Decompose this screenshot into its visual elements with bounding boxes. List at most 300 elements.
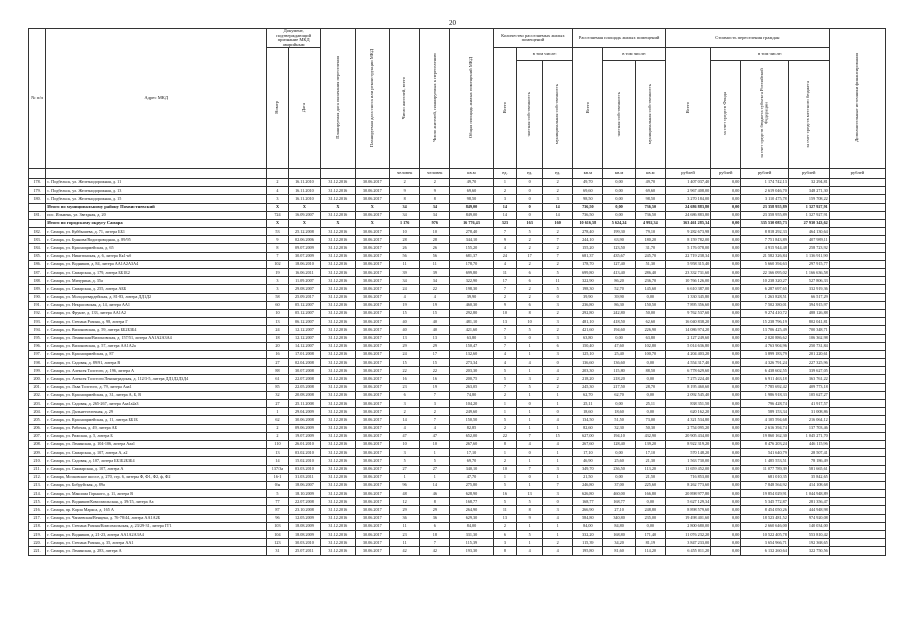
doc-number-cell: 5 (267, 490, 289, 498)
planned-cell: 34 (420, 211, 450, 219)
cost-total-cell: 22 719 238,34 (665, 252, 710, 260)
address-cell: г. Самара, ул. Водников/Комсомольская, д. 39/15, литера Аа (46, 498, 267, 506)
area-private-cell: 5 624,24 (603, 219, 635, 227)
extra-cell (829, 293, 885, 301)
doc-number-cell: X (267, 219, 289, 227)
resettled-area-cell: 699,80 (573, 269, 603, 277)
address-cell: г. Самара, ул. Льва Толстого, д. 79, литера Ааа1 (46, 383, 267, 391)
doc-date-cell: 02.06.2006 (288, 236, 320, 244)
residents-cell: 40 (390, 318, 420, 326)
area-municipal-cell: 145,60 (635, 285, 665, 293)
area-private-cell: 413,40 (603, 269, 635, 277)
rooms-municipal-cell: 3 (543, 301, 573, 309)
rooms-municipal-cell: 3 (543, 318, 573, 326)
area-cell: 629,30 (450, 514, 493, 522)
rooms-private-cell: 7 (517, 432, 543, 440)
end-date-cell: 31.12.2016 (321, 547, 355, 555)
cost-local-cell: 348 271,30 (788, 187, 829, 195)
planned-cell: 22 (420, 285, 450, 293)
area-municipal-cell: 63,80 (635, 334, 665, 342)
address-cell: г. Самара, ул. Водников, д. 21-23, литера АА1А2А3А4 (46, 531, 267, 539)
rooms-cell: 7 (493, 342, 517, 350)
header-cost-fund: за счет средств Фонда (711, 61, 741, 169)
extra-cell (829, 416, 885, 424)
area-cell: 63,80 (450, 334, 493, 342)
area-private-cell: 25,60 (603, 457, 635, 465)
end-date-cell: 31.12.2016 (321, 277, 355, 285)
cost-subject-cell: 3 899 183,79 (741, 350, 788, 358)
residents-cell: 10 (390, 228, 420, 236)
rooms-municipal-cell: 1 (543, 473, 573, 481)
area-private-cell: 86,20 (603, 277, 635, 285)
address-cell: г. Самара, ул. Степана Разина, д. 98, литера Г (46, 318, 267, 326)
planned-cell: 10 (420, 228, 450, 236)
doc-date-cell: 16.11.2010 (288, 195, 320, 203)
end-date-cell: 31.12.2016 (321, 350, 355, 358)
area-cell: 104,20 (450, 400, 493, 408)
cost-local-cell: 974 920,08 (788, 514, 829, 522)
area-municipal-cell: 166,80 (635, 490, 665, 498)
rooms-municipal-cell: 3 (543, 490, 573, 498)
address-cell: г. Самара, ул. Красноармейская, д. 65 (46, 244, 267, 252)
address-cell: г. Самара, Московское шоссе, д. 270, стр. 6, литеры Ф, Ф1, Ф2, ф, Ф2 (46, 473, 267, 481)
cost-subject-cell: 2 616 394,74 (741, 424, 788, 432)
rooms-municipal-cell: 2 (543, 326, 573, 334)
header-residents-planned: Число жителей, планируемых к переселению (420, 29, 450, 169)
rooms-cell: 3 (493, 334, 517, 342)
unit-cell: кв.м (635, 168, 665, 178)
area-private-cell: 0,00 (603, 187, 635, 195)
planned-cell: 19 (420, 383, 450, 391)
end-date-cell: 31.12.2016 (321, 187, 355, 195)
doc-number-cell: 2 (267, 432, 289, 440)
cost-subject-cell: 4 326 791,24 (741, 359, 788, 367)
rooms-cell: 3 (493, 539, 517, 547)
area-private-cell: 52,70 (603, 285, 635, 293)
extra-cell (829, 506, 885, 514)
unit-cell: рублей (788, 168, 829, 178)
row-number: 188. (29, 277, 46, 285)
resettled-area-cell: 421,60 (573, 326, 603, 334)
extra-cell (829, 531, 885, 539)
area-municipal-cell: 225,60 (635, 481, 665, 489)
doc-number-cell: 724 (267, 211, 289, 219)
area-municipal-cell: 139,20 (635, 440, 665, 448)
residents-cell: 5 (390, 457, 420, 465)
cost-subject-cell: 10 522 405,78 (741, 531, 788, 539)
row-number: 186. (29, 260, 46, 268)
area-municipal-cell: 25,11 (635, 400, 665, 408)
area-private-cell: 194,60 (603, 326, 635, 334)
resettled-area-cell: 25,11 (573, 400, 603, 408)
end-date-cell: 31.12.2016 (321, 514, 355, 522)
cost-subject-cell: 4 915 944,48 (741, 244, 788, 252)
resettled-area-cell: 322,90 (573, 277, 603, 285)
rooms-cell: 16 (493, 490, 517, 498)
cost-local-cell: 105 627,27 (788, 391, 829, 399)
area-private-cell: 0,00 (603, 400, 635, 408)
resettled-area-cell: 136,60 (573, 359, 603, 367)
rooms-municipal-cell: 3 (543, 350, 573, 358)
cost-fund-cell: 0,00 (711, 531, 741, 539)
rooms-municipal-cell: 4 (543, 367, 573, 375)
rooms-municipal-cell: 11 (543, 277, 573, 285)
doc-date-cell: 26.01.2010 (288, 440, 320, 448)
cost-total-cell: 5 627 129,34 (665, 498, 710, 506)
resettled-area-cell: 115,39 (573, 539, 603, 547)
address-cell: г. Самара, ул. Фрунзе, д. 133, литера АА1А2 (46, 309, 267, 317)
demolition-date-cell: 30.06.2017 (355, 301, 389, 309)
rooms-private-cell: 5 (517, 531, 543, 539)
address-cell: Итого по муниципальному району Похвистневский (46, 203, 267, 211)
extra-cell (829, 219, 885, 227)
row-number: 208. (29, 440, 46, 448)
row-number: 180. (29, 195, 46, 203)
extra-cell (829, 342, 885, 350)
table-row (29, 473, 886, 481)
cost-total-cell: 6 778 629,60 (665, 367, 710, 375)
unit-cell: человек (420, 168, 450, 178)
rooms-cell: 4 (493, 260, 517, 268)
header-total-area: Общая площадь жилых помещений МКД (450, 29, 493, 169)
residents-cell: 16 (390, 375, 420, 383)
rooms-private-cell: 17 (517, 252, 543, 260)
doc-number-cell: 104 (267, 531, 289, 539)
header-count-rooms: Количество расселяемых жилых помещений (493, 29, 573, 48)
extra-cell (829, 490, 885, 498)
area-private-cell: 47,60 (603, 342, 635, 350)
cost-local-cell: 1 044 948,89 (788, 490, 829, 498)
table-row (29, 228, 886, 236)
row-number: 195. (29, 334, 46, 342)
table-row (29, 293, 886, 301)
planned-cell: 1 (420, 473, 450, 481)
header-area-total: Всего (573, 48, 603, 169)
doc-date-cell: 30.07.2008 (288, 367, 320, 375)
doc-number-cell: 27 (267, 359, 289, 367)
planned-cell: 14 (420, 481, 450, 489)
cost-fund-cell: 0,00 (711, 449, 741, 457)
cost-subject-cell: 5 345 772,87 (741, 498, 788, 506)
end-date-cell: 31.12.2016 (321, 506, 355, 514)
cost-subject-cell: 7 502 380,01 (741, 301, 788, 309)
table-row (29, 514, 886, 522)
cost-fund-cell: 0,00 (711, 383, 741, 391)
area-municipal-cell: 73,00 (635, 416, 665, 424)
address-cell: г. Самара, ул. Ленинская/Вилоновская, д. 157/51, литера АА1А2А3А4 (46, 334, 267, 342)
cost-fund-cell: 0,00 (711, 481, 741, 489)
cost-subject-cell: 6 911 463,18 (741, 375, 788, 383)
cost-fund-cell: 0,00 (711, 359, 741, 367)
address-cell: г. Самара, ул. Куйбышева, д. 71, литера ББ1 (46, 228, 267, 236)
rooms-cell: 14 (493, 211, 517, 219)
planned-cell: 6 (420, 522, 450, 530)
residents-cell: 24 (390, 350, 420, 358)
extra-cell (829, 236, 885, 244)
cost-fund-cell: 0,00 (711, 400, 741, 408)
planned-cell: 16 (420, 375, 450, 383)
rooms-cell: 10 (493, 465, 517, 473)
cost-local-cell: 700 348,71 (788, 326, 829, 334)
extra-cell (829, 244, 885, 252)
header-cost-local: за счет средств местного бюджета (788, 61, 829, 169)
residents-cell: 28 (390, 236, 420, 244)
rooms-private-cell: 2 (517, 293, 543, 301)
residents-cell: 12 (390, 498, 420, 506)
resettled-area-cell: 125,10 (573, 350, 603, 358)
residents-cell: 36 (390, 514, 420, 522)
demolition-date-cell: 30.06.2017 (355, 383, 389, 391)
resettled-area-cell: 481,10 (573, 318, 603, 326)
end-date-cell: 31.12.2016 (321, 367, 355, 375)
demolition-date-cell: 30.06.2017 (355, 334, 389, 342)
unit-cell: кв.м (603, 168, 635, 178)
end-date-cell: 31.12.2016 (321, 522, 355, 530)
rooms-cell: 7 (493, 285, 517, 293)
area-private-cell: 62,70 (603, 391, 635, 399)
planned-cell: 5 (420, 457, 450, 465)
rooms-cell: 22 (493, 432, 517, 440)
header-doc-date: Дата (288, 48, 320, 169)
area-municipal-cell: 114,20 (635, 547, 665, 555)
cost-total-cell: 4 554 317,40 (665, 359, 710, 367)
rooms-cell: 9 (493, 236, 517, 244)
row-number: 200. (29, 375, 46, 383)
area-private-cell: 25,40 (603, 350, 635, 358)
area-municipal-cell: 0,00 (635, 498, 665, 506)
cost-total-cell: 620 162,20 (665, 408, 710, 416)
row-number (29, 203, 46, 211)
rooms-private-cell: 5 (517, 383, 543, 391)
header-doc-number: Номер (267, 48, 289, 169)
cost-total-cell: 1 563 730,00 (665, 457, 710, 465)
extra-cell (829, 539, 885, 547)
area-municipal-cell: 62,60 (635, 318, 665, 326)
cost-local-cell: 159 708,22 (788, 195, 829, 203)
table-row (29, 490, 886, 498)
rooms-private-cell: 1 (517, 391, 543, 399)
end-date-cell: 31.12.2016 (321, 359, 355, 367)
residents-cell: 22 (390, 367, 420, 375)
extra-cell (829, 301, 885, 309)
area-private-cell: 199,30 (603, 228, 635, 236)
extra-cell (829, 252, 885, 260)
cost-subject-cell: 4 763 904,96 (741, 342, 788, 350)
doc-date-cell: 22.07.2008 (288, 375, 320, 383)
cost-local-cell: 488 126,88 (788, 309, 829, 317)
cost-fund-cell: 0,00 (711, 342, 741, 350)
row-number: 189. (29, 285, 46, 293)
end-date-cell: 31.12.2016 (321, 531, 355, 539)
doc-number-cell: 4 (267, 187, 289, 195)
resettled-area-cell: 244,10 (573, 236, 603, 244)
rooms-private-cell: 2 (517, 285, 543, 293)
rooms-private-cell: 8 (517, 309, 543, 317)
area-private-cell: 242,80 (603, 309, 635, 317)
unit-cell: рублей (711, 168, 741, 178)
planned-cell: 976 (420, 219, 450, 227)
doc-number-cell: 53 (267, 228, 289, 236)
end-date-cell: 31.12.2016 (321, 326, 355, 334)
cost-total-cell: 2 127 249,60 (665, 334, 710, 342)
residents-cell: 56 (390, 252, 420, 260)
cost-subject-cell: 1 174 742,13 (741, 178, 788, 186)
doc-number-cell: 27 (267, 400, 289, 408)
row-number: 201. (29, 383, 46, 391)
rooms-private-cell: 6 (517, 277, 543, 285)
area-private-cell: 86,30 (603, 301, 635, 309)
planned-cell: 29 (420, 506, 450, 514)
header-residents-total: Число жителей, всего (390, 29, 420, 169)
doc-number-cell: 10 (267, 309, 289, 317)
rooms-private-cell: 5 (517, 498, 543, 506)
doc-number-cell: 85 (267, 383, 289, 391)
residents-cell: 48 (390, 490, 420, 498)
subtotal-row (29, 203, 886, 211)
rooms-private-cell: 0 (517, 400, 543, 408)
rooms-private-cell: 5 (517, 228, 543, 236)
doc-date-cell: 16.11.2010 (288, 187, 320, 195)
rooms-private-cell: 0 (517, 211, 543, 219)
cost-local-cell: 553 810,42 (788, 531, 829, 539)
row-number: 194. (29, 326, 46, 334)
end-date-cell: 31.12.2016 (321, 408, 355, 416)
planned-cell: 47 (420, 432, 450, 440)
rooms-municipal-cell: 1 (543, 391, 573, 399)
table-row (29, 187, 886, 195)
cost-total-cell: 3 847 233,00 (665, 539, 710, 547)
demolition-date-cell: 30.06.2017 (355, 490, 389, 498)
area-cell: 150,50 (450, 416, 493, 424)
row-number: 211. (29, 465, 46, 473)
area-municipal-cell: 50,30 (635, 424, 665, 432)
cost-fund-cell: 0,00 (711, 187, 741, 195)
cost-fund-cell: 0,00 (711, 498, 741, 506)
address-cell: г. Самара, ул. Буянова/Водопроводная, д. 89/95 (46, 236, 267, 244)
rooms-private-cell: 0 (517, 449, 543, 457)
area-private-cell: 0,00 (603, 449, 635, 457)
area-private-cell: 39,90 (603, 293, 635, 301)
rooms-cell: 7 (493, 383, 517, 391)
cost-total-cell: 16 040 838,20 (665, 318, 710, 326)
residents-cell: 42 (390, 547, 420, 555)
doc-number-cell: 62 (267, 416, 289, 424)
doc-date-cell: 22.05.2008 (288, 383, 320, 391)
rooms-municipal-cell: 2 (543, 375, 573, 383)
rooms-private-cell: 6 (517, 269, 543, 277)
extra-cell (829, 211, 885, 219)
rooms-municipal-cell: 1 (543, 457, 573, 465)
doc-number-cell: X (267, 203, 289, 211)
address-cell: г. Самара, ул. Максима Горького, д. 11, литера В (46, 490, 267, 498)
end-date-cell: 31.12.2016 (321, 539, 355, 547)
rooms-private-cell: 1 (517, 539, 543, 547)
area-cell: 69,60 (450, 187, 493, 195)
row-number: 202. (29, 391, 46, 399)
area-cell: 16 776,43 (450, 219, 493, 227)
cost-subject-cell: 15 238 796,19 (741, 318, 788, 326)
area-cell: 115,39 (450, 539, 493, 547)
area-cell: 681,37 (450, 252, 493, 260)
area-private-cell: 217,50 (603, 383, 635, 391)
rooms-municipal-cell: 5 (543, 269, 573, 277)
table-row (29, 539, 886, 547)
cost-total-cell: 363 461 285,34 (665, 219, 710, 227)
extra-cell (829, 359, 885, 367)
doc-number-cell: 13 (267, 318, 289, 326)
rooms-private-cell: 0 (517, 473, 543, 481)
area-municipal-cell: 51,30 (635, 260, 665, 268)
table-row (29, 522, 886, 530)
residents-cell: 9 (390, 187, 420, 195)
area-private-cell: 0,00 (603, 178, 635, 186)
resettled-area-cell: 203,30 (573, 367, 603, 375)
extra-cell (829, 228, 885, 236)
demolition-date-cell: 30.06.2017 (355, 211, 389, 219)
end-date-cell: 31.12.2016 (321, 473, 355, 481)
row-number: 209. (29, 449, 46, 457)
rooms-private-cell: 0 (517, 178, 543, 186)
rooms-municipal-cell: 2 (543, 309, 573, 317)
table-row (29, 498, 886, 506)
area-municipal-cell: 180,20 (635, 236, 665, 244)
residents-cell: 14 (390, 416, 420, 424)
area-private-cell: 168,77 (603, 498, 635, 506)
address-cell: г. Самара, ул. Рижская, д. 5, литера Б (46, 432, 267, 440)
row-number: 216. (29, 506, 46, 514)
rooms-cell: 13 (493, 514, 517, 522)
cost-local-cell: 332 919,36 (788, 285, 829, 293)
demolition-date-cell: 30.06.2017 (355, 440, 389, 448)
extra-cell (829, 481, 885, 489)
row-number: 207. (29, 432, 46, 440)
planned-cell: 34 (420, 203, 450, 211)
cost-total-cell: 7 895 356,60 (665, 301, 710, 309)
cost-local-cell: 802 041,81 (788, 318, 829, 326)
page-number: 20 (449, 19, 456, 27)
cost-fund-cell: 0,00 (711, 440, 741, 448)
doc-date-cell: 12.12.2007 (288, 334, 320, 342)
planned-cell: 27 (420, 465, 450, 473)
area-cell: 47,70 (450, 473, 493, 481)
area-private-cell: 0,00 (603, 473, 635, 481)
address-cell: г. Самара, ул. Никитинская, д. 6, литера Кк1-кб (46, 252, 267, 260)
unit-cell: кв.м (450, 168, 493, 178)
doc-date-cell: 09.07.2009 (288, 244, 320, 252)
area-municipal-cell: 28,70 (635, 383, 665, 391)
residents-cell: 2 (390, 178, 420, 186)
cost-total-cell: 2 967 408,00 (665, 187, 710, 195)
header-cost-subject: за счет средств бюджета субъекта Российской Федерации (741, 61, 788, 169)
row-number: 206. (29, 424, 46, 432)
rooms-cell: 2 (493, 424, 517, 432)
cost-subject-cell: 22 166 095,02 (741, 269, 788, 277)
doc-date-cell: 29.08.2007 (288, 285, 320, 293)
extra-cell (829, 391, 885, 399)
table-row (29, 178, 886, 186)
units-row (29, 168, 886, 178)
resettled-area-cell: 236,80 (573, 301, 603, 309)
cost-fund-cell: 0,00 (711, 195, 741, 203)
demolition-date-cell: 30.06.2017 (355, 350, 389, 358)
cost-total-cell: 8 898 579,60 (665, 506, 710, 514)
rooms-cell: 9 (493, 301, 517, 309)
row-number: 197. (29, 350, 46, 358)
doc-number-cell: 2 (267, 178, 289, 186)
rooms-municipal-cell: 14 (543, 203, 573, 211)
address-cell: г. Самара, ул. Ленинская, д. 104-106, литера Ааа1 (46, 440, 267, 448)
cost-local-cell: 227 325,96 (788, 359, 829, 367)
